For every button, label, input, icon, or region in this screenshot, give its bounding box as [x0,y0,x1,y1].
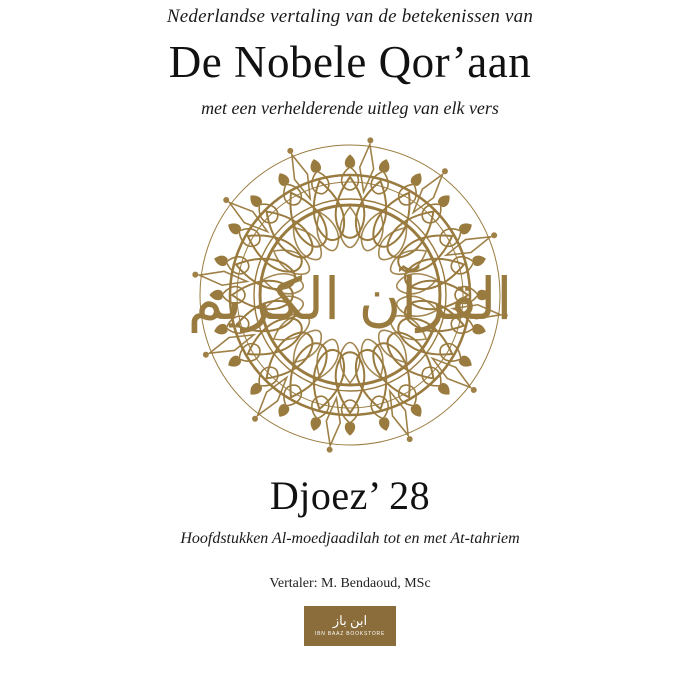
page-title: De Nobele Qor’aan [168,36,532,87]
cover-header [0,0,700,120]
volume-title: Djoez’ 28 [269,472,431,518]
arabesque-medallion-ornament [135,130,565,460]
translator-credit: Vertaler: M. Bendaoud, MSc [269,575,431,591]
cover-subtitle-top: Nederlandse vertaling van de betekenissen van [166,6,534,27]
cover-footer [0,474,700,592]
publisher-name: IBN BAAZ BOOKSTORE [314,631,386,638]
publisher-logo [304,606,396,646]
chapters-range: Hoofdstukken Al-moedjaadilah tot en met At-tahriem [180,529,520,547]
arabic-calligraphy-text: القرآن الكريم [187,264,513,333]
cover-subtitle-bottom: met een verhelderende uitleg van elk vers [201,98,499,119]
publisher-mark-icon: ابن باز [332,613,368,629]
